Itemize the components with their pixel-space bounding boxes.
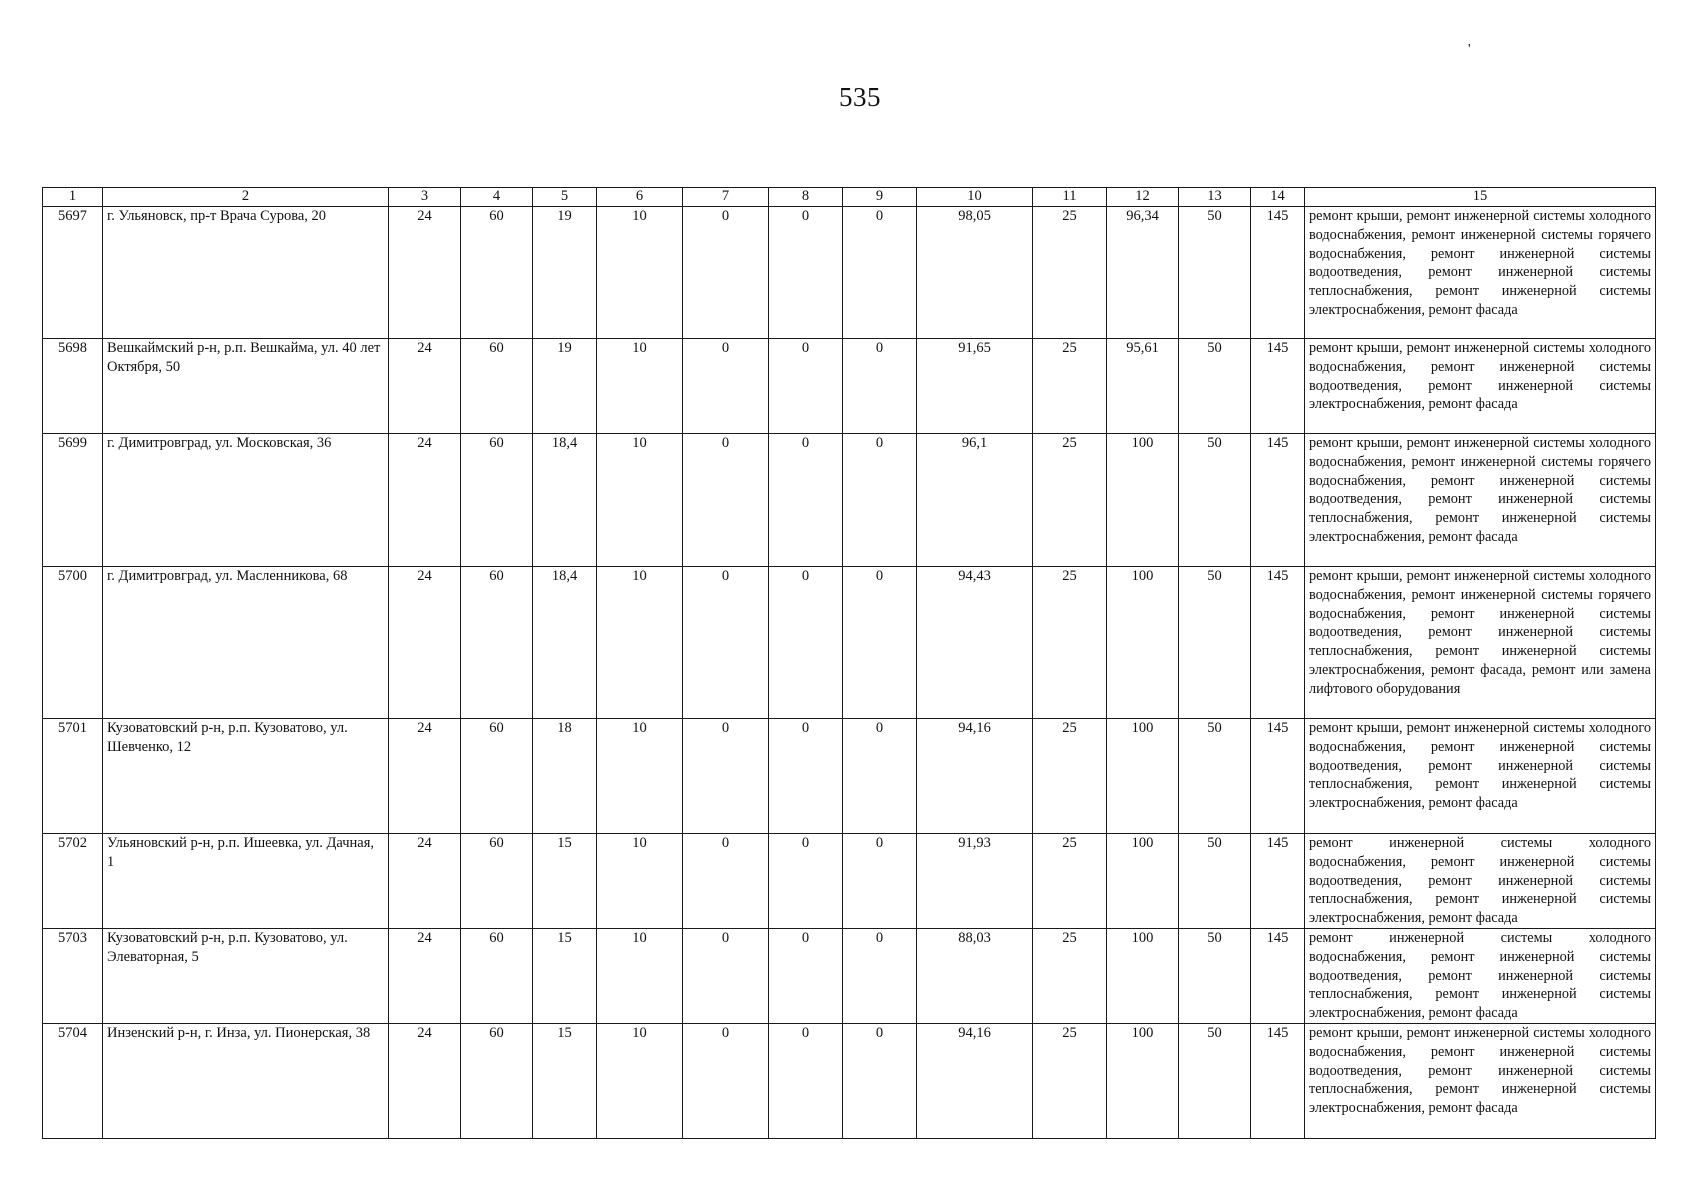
cell-col-4: 60	[461, 1024, 533, 1139]
cell-col-13: 50	[1179, 207, 1251, 339]
cell-col-8: 0	[769, 1024, 843, 1139]
cell-col-13: 50	[1179, 339, 1251, 434]
cell-col-11: 25	[1033, 434, 1107, 567]
column-header-6: 6	[597, 188, 683, 207]
works-description: ремонт крыши, ремонт инженерной системы холодного водоснабжения, ремонт инженерной системы горячего водоснабжения, ремонт инженерной системы водоотведения, ремонт инженерной системы теплоснабжения, ремонт инженерной системы электроснабжения, ремонт фасада	[1305, 434, 1656, 567]
row-number: 5700	[43, 567, 103, 719]
cell-col-7: 0	[683, 434, 769, 567]
cell-col-7: 0	[683, 834, 769, 929]
address-cell: Вешкаймский р-н, р.п. Вешкайма, ул. 40 лет Октября, 50	[103, 339, 389, 434]
cell-col-11: 25	[1033, 207, 1107, 339]
cell-col-14: 145	[1251, 834, 1305, 929]
cell-col-11: 25	[1033, 929, 1107, 1024]
works-description: ремонт крыши, ремонт инженерной системы холодного водоснабжения, ремонт инженерной системы водоотведения, ремонт инженерной системы теплоснабжения, ремонт инженерной системы электроснабжения, ремонт фасада	[1305, 719, 1656, 834]
cell-col-14: 145	[1251, 719, 1305, 834]
cell-col-7: 0	[683, 567, 769, 719]
column-header-13: 13	[1179, 188, 1251, 207]
cell-col-4: 60	[461, 929, 533, 1024]
works-description: ремонт инженерной системы холодного водоснабжения, ремонт инженерной системы водоотведения, ремонт инженерной системы теплоснабжения, ремонт инженерной системы электроснабжения, ремонт фасада	[1305, 929, 1656, 1024]
cell-col-11: 25	[1033, 1024, 1107, 1139]
cell-col-13: 50	[1179, 1024, 1251, 1139]
page-number: 535	[839, 82, 881, 112]
cell-col-12: 96,34	[1107, 207, 1179, 339]
column-header-7: 7	[683, 188, 769, 207]
cell-col-6: 10	[597, 929, 683, 1024]
table-row	[43, 834, 1656, 929]
cell-col-5: 18,4	[533, 434, 597, 567]
cell-col-3: 24	[389, 929, 461, 1024]
works-description: ремонт крыши, ремонт инженерной системы холодного водоснабжения, ремонт инженерной системы водоотведения, ремонт инженерной системы теплоснабжения, ремонт инженерной системы электроснабжения, ремонт фасада	[1305, 1024, 1656, 1139]
column-header-9: 9	[843, 188, 917, 207]
table-row	[43, 1024, 1656, 1139]
cell-col-7: 0	[683, 929, 769, 1024]
cell-col-6: 10	[597, 434, 683, 567]
table-row	[43, 719, 1656, 834]
cell-col-11: 25	[1033, 567, 1107, 719]
address-cell: Ульяновский р-н, р.п. Ишеевка, ул. Дачная, 1	[103, 834, 389, 929]
address-cell: Кузоватовский р-н, р.п. Кузоватово, ул. Шевченко, 12	[103, 719, 389, 834]
header-row	[43, 188, 1656, 207]
cell-col-14: 145	[1251, 434, 1305, 567]
row-number: 5697	[43, 207, 103, 339]
works-description: ремонт крыши, ремонт инженерной системы холодного водоснабжения, ремонт инженерной системы горячего водоснабжения, ремонт инженерной системы водоотведения, ремонт инженерной системы теплоснабжения, ремонт инженерной системы электроснабжения, ремонт фасада	[1305, 207, 1656, 339]
cell-col-10: 96,1	[917, 434, 1033, 567]
cell-col-6: 10	[597, 567, 683, 719]
table-row	[43, 339, 1656, 434]
cell-col-6: 10	[597, 834, 683, 929]
cell-col-8: 0	[769, 434, 843, 567]
cell-col-3: 24	[389, 339, 461, 434]
cell-col-7: 0	[683, 207, 769, 339]
cell-col-5: 18	[533, 719, 597, 834]
cell-col-10: 88,03	[917, 929, 1033, 1024]
cell-col-14: 145	[1251, 1024, 1305, 1139]
cell-col-5: 15	[533, 1024, 597, 1139]
cell-col-12: 100	[1107, 719, 1179, 834]
cell-col-11: 25	[1033, 834, 1107, 929]
works-description: ремонт инженерной системы холодного водоснабжения, ремонт инженерной системы водоотведения, ремонт инженерной системы теплоснабжения, ремонт инженерной системы электроснабжения, ремонт фасада	[1305, 834, 1656, 929]
works-description: ремонт крыши, ремонт инженерной системы холодного водоснабжения, ремонт инженерной системы водоотведения, ремонт инженерной системы электроснабжения, ремонт фасада	[1305, 339, 1656, 434]
column-header-11: 11	[1033, 188, 1107, 207]
cell-col-8: 0	[769, 207, 843, 339]
repair-registry-table	[42, 187, 1656, 1139]
cell-col-14: 145	[1251, 339, 1305, 434]
cell-col-5: 19	[533, 339, 597, 434]
cell-col-4: 60	[461, 339, 533, 434]
table-row	[43, 567, 1656, 719]
cell-col-3: 24	[389, 1024, 461, 1139]
cell-col-11: 25	[1033, 339, 1107, 434]
cell-col-13: 50	[1179, 834, 1251, 929]
cell-col-10: 98,05	[917, 207, 1033, 339]
row-number: 5701	[43, 719, 103, 834]
cell-col-3: 24	[389, 567, 461, 719]
column-header-3: 3	[389, 188, 461, 207]
works-description: ремонт крыши, ремонт инженерной системы холодного водоснабжения, ремонт инженерной системы горячего водоснабжения, ремонт инженерной системы водоотведения, ремонт инженерной системы теплоснабжения, ремонт инженерной системы электроснабжения, ремонт фасада, ремонт или замена лифтового оборудования	[1305, 567, 1656, 719]
cell-col-12: 100	[1107, 1024, 1179, 1139]
cell-col-5: 19	[533, 207, 597, 339]
cell-col-5: 15	[533, 834, 597, 929]
cell-col-7: 0	[683, 339, 769, 434]
address-cell: г. Ульяновск, пр-т Врача Сурова, 20	[103, 207, 389, 339]
cell-col-9: 0	[843, 929, 917, 1024]
table-row	[43, 929, 1656, 1024]
cell-col-13: 50	[1179, 719, 1251, 834]
cell-col-4: 60	[461, 567, 533, 719]
cell-col-7: 0	[683, 719, 769, 834]
cell-col-8: 0	[769, 567, 843, 719]
address-cell: Инзенский р-н, г. Инза, ул. Пионерская, 38	[103, 1024, 389, 1139]
column-header-2: 2	[103, 188, 389, 207]
column-header-5: 5	[533, 188, 597, 207]
cell-col-14: 145	[1251, 929, 1305, 1024]
cell-col-9: 0	[843, 719, 917, 834]
cell-col-8: 0	[769, 929, 843, 1024]
row-number: 5702	[43, 834, 103, 929]
cell-col-12: 100	[1107, 929, 1179, 1024]
row-number: 5699	[43, 434, 103, 567]
cell-col-6: 10	[597, 719, 683, 834]
column-header-10: 10	[917, 188, 1033, 207]
address-cell: Кузоватовский р-н, р.п. Кузоватово, ул. Элеваторная, 5	[103, 929, 389, 1024]
cell-col-3: 24	[389, 434, 461, 567]
row-number: 5703	[43, 929, 103, 1024]
column-header-15: 15	[1305, 188, 1656, 207]
cell-col-14: 145	[1251, 207, 1305, 339]
stray-mark: '	[1468, 42, 1471, 57]
cell-col-11: 25	[1033, 719, 1107, 834]
cell-col-9: 0	[843, 567, 917, 719]
cell-col-9: 0	[843, 834, 917, 929]
cell-col-10: 91,93	[917, 834, 1033, 929]
cell-col-12: 95,61	[1107, 339, 1179, 434]
cell-col-6: 10	[597, 339, 683, 434]
address-cell: г. Димитровград, ул. Масленникова, 68	[103, 567, 389, 719]
cell-col-9: 0	[843, 1024, 917, 1139]
cell-col-9: 0	[843, 339, 917, 434]
address-cell: г. Димитровград, ул. Московская, 36	[103, 434, 389, 567]
cell-col-6: 10	[597, 1024, 683, 1139]
cell-col-8: 0	[769, 339, 843, 434]
cell-col-9: 0	[843, 434, 917, 567]
cell-col-10: 94,16	[917, 1024, 1033, 1139]
cell-col-10: 94,43	[917, 567, 1033, 719]
cell-col-4: 60	[461, 434, 533, 567]
cell-col-6: 10	[597, 207, 683, 339]
cell-col-10: 94,16	[917, 719, 1033, 834]
column-header-4: 4	[461, 188, 533, 207]
cell-col-10: 91,65	[917, 339, 1033, 434]
cell-col-3: 24	[389, 719, 461, 834]
cell-col-3: 24	[389, 834, 461, 929]
cell-col-12: 100	[1107, 834, 1179, 929]
table-row	[43, 434, 1656, 567]
cell-col-8: 0	[769, 834, 843, 929]
cell-col-14: 145	[1251, 567, 1305, 719]
cell-col-7: 0	[683, 1024, 769, 1139]
cell-col-4: 60	[461, 207, 533, 339]
row-number: 5704	[43, 1024, 103, 1139]
cell-col-13: 50	[1179, 434, 1251, 567]
cell-col-12: 100	[1107, 434, 1179, 567]
column-header-12: 12	[1107, 188, 1179, 207]
cell-col-3: 24	[389, 207, 461, 339]
cell-col-8: 0	[769, 719, 843, 834]
table-row	[43, 207, 1656, 339]
cell-col-13: 50	[1179, 567, 1251, 719]
column-header-8: 8	[769, 188, 843, 207]
cell-col-4: 60	[461, 834, 533, 929]
cell-col-9: 0	[843, 207, 917, 339]
column-header-14: 14	[1251, 188, 1305, 207]
cell-col-5: 18,4	[533, 567, 597, 719]
cell-col-13: 50	[1179, 929, 1251, 1024]
cell-col-12: 100	[1107, 567, 1179, 719]
cell-col-5: 15	[533, 929, 597, 1024]
column-header-1: 1	[43, 188, 103, 207]
row-number: 5698	[43, 339, 103, 434]
cell-col-4: 60	[461, 719, 533, 834]
